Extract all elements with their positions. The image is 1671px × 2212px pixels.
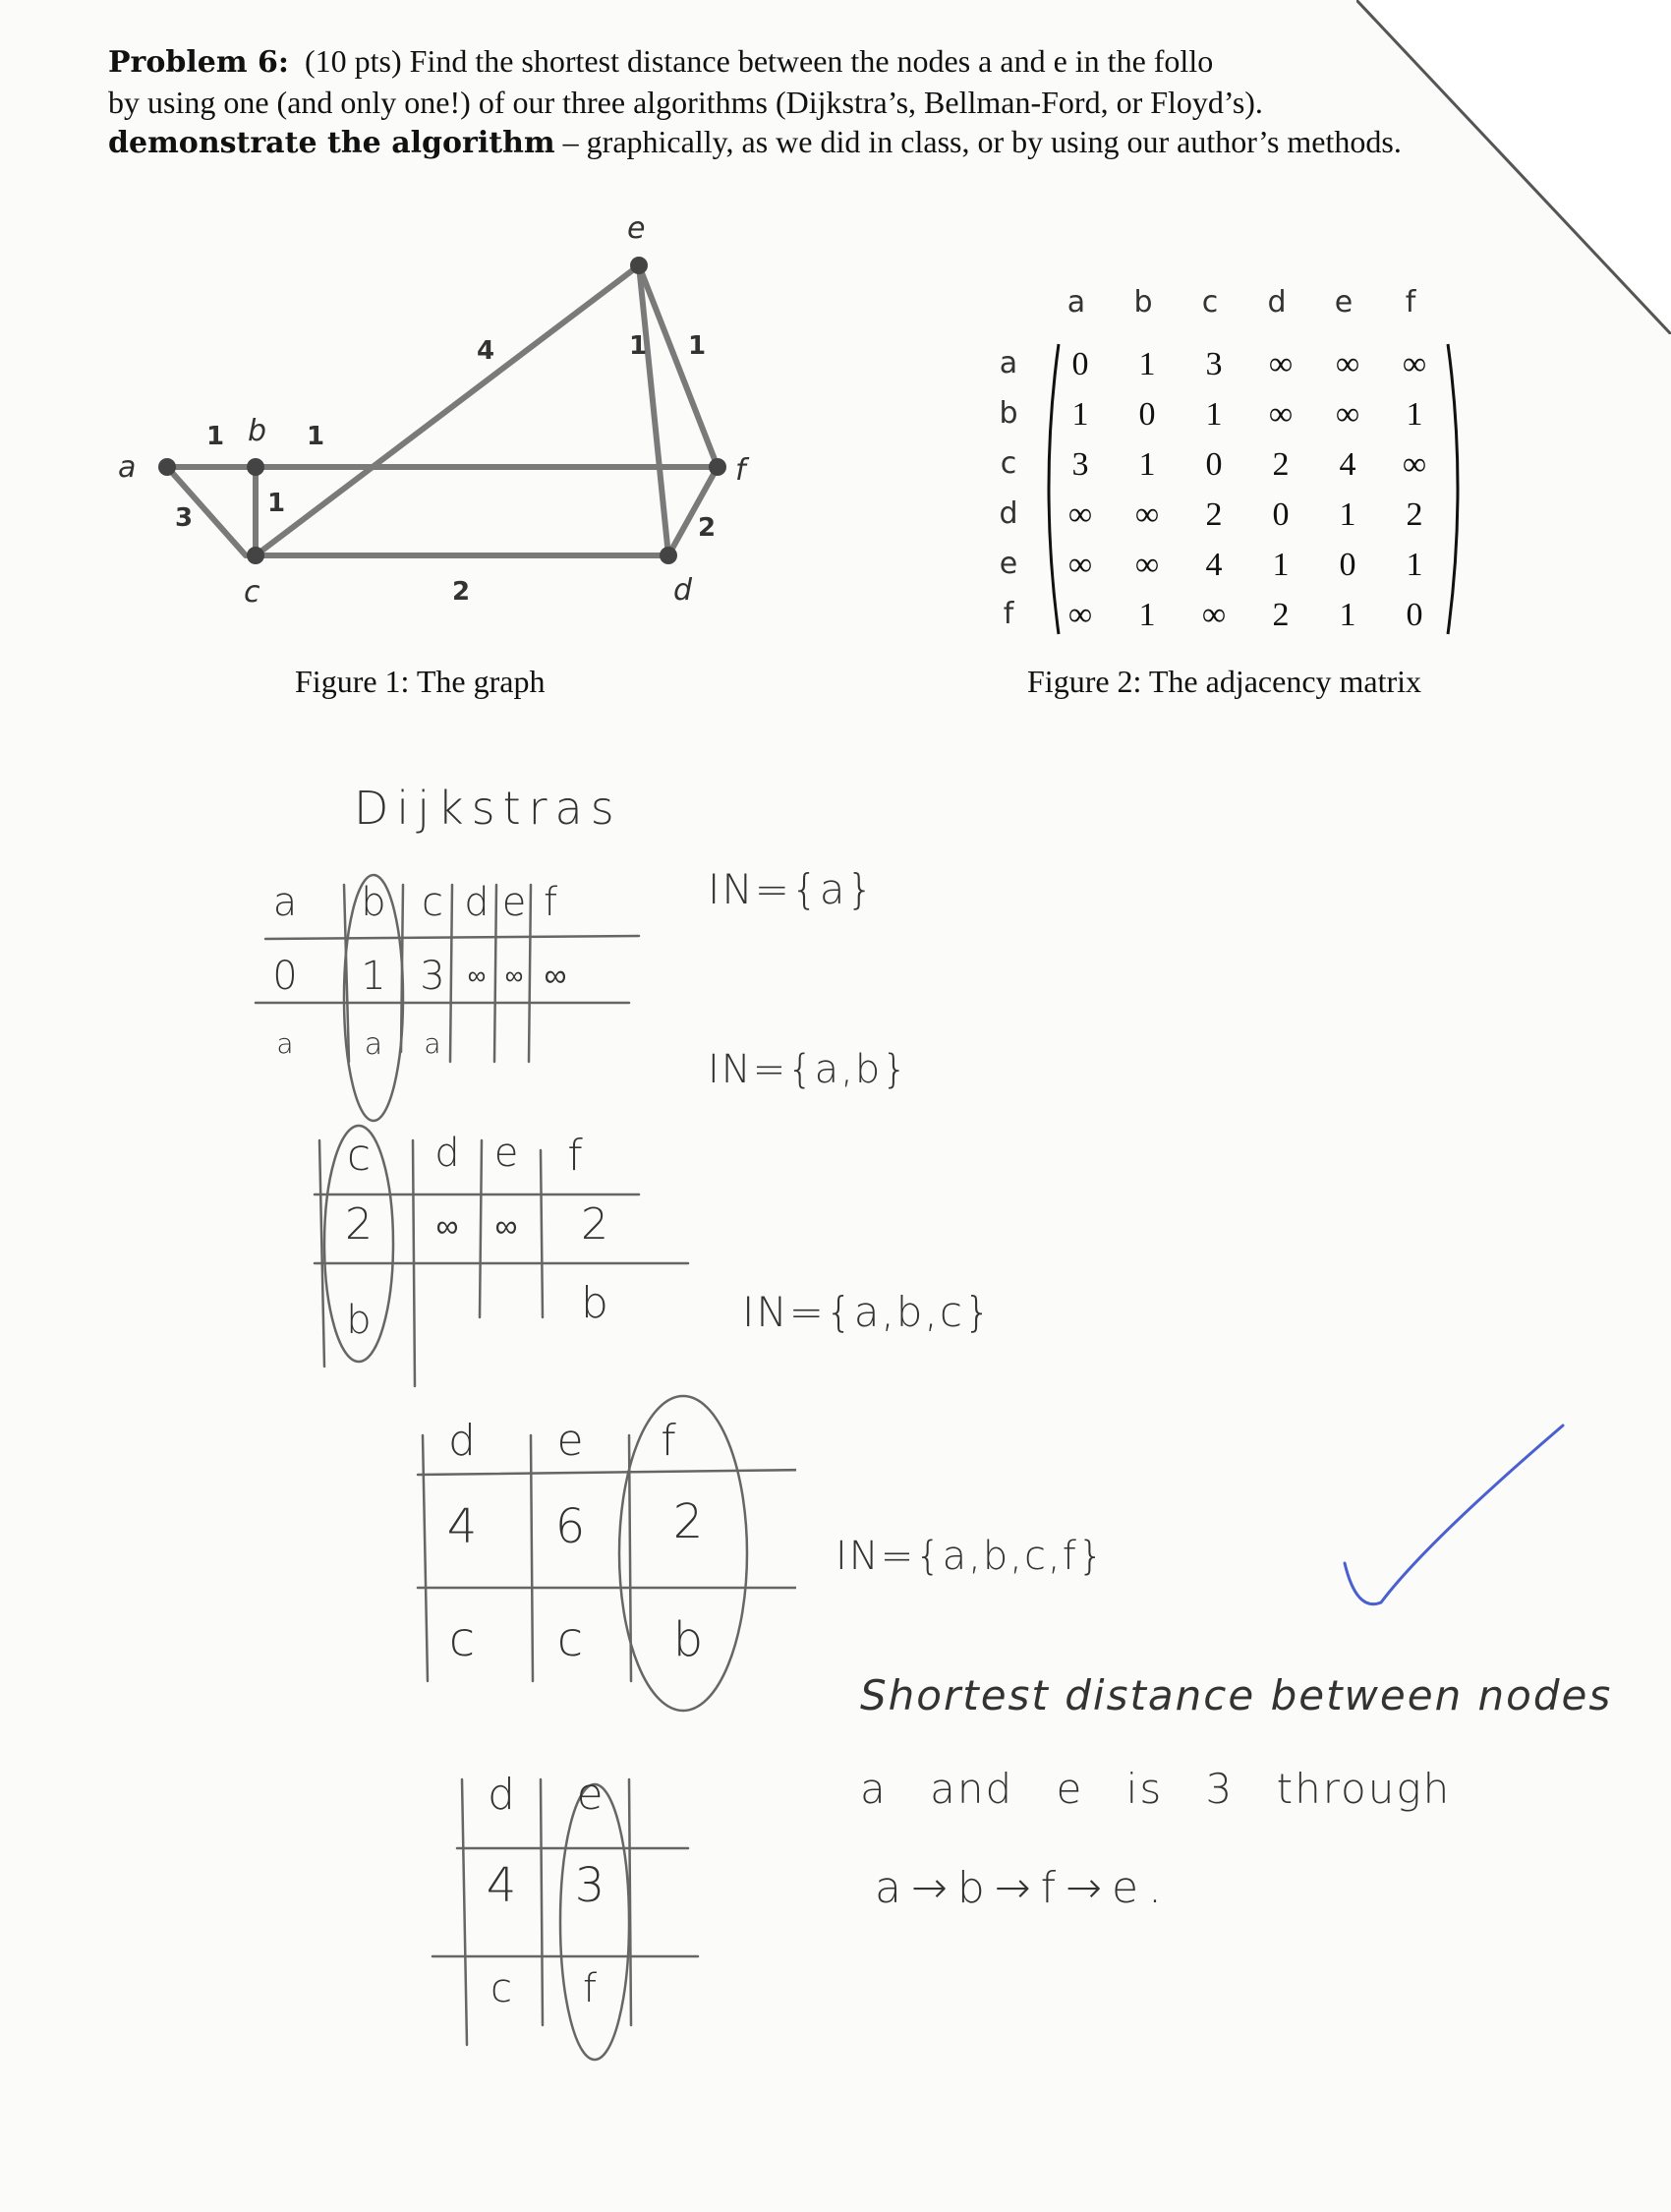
t1-h-b: b (361, 880, 386, 925)
matrix-cell: 2 (1272, 446, 1290, 483)
matrix-col-d: d (1267, 285, 1287, 320)
matrix-cell: ∞ (1201, 597, 1227, 633)
matrix-cell: ∞ (1335, 396, 1360, 433)
matrix-cell: ∞ (1335, 346, 1360, 382)
node-label-a: a (118, 450, 137, 485)
t2-h-c: c (346, 1131, 372, 1181)
matrix-cell: 0 (1138, 396, 1156, 433)
matrix-cell: 1 (1406, 547, 1423, 583)
t4-d-d: 4 (486, 1858, 517, 1913)
problem-line-2: by using one (and only one!) of our three algorithms (Dijkstra’s, Bellman-Ford, or Floyd’s). (108, 85, 1263, 120)
node-c (247, 547, 264, 564)
matrix-row-f: f (1003, 597, 1014, 631)
matrix-row-b: b (999, 396, 1018, 431)
matrix-cell: ∞ (1268, 396, 1294, 433)
edge-label-ac: 3 (175, 503, 194, 533)
folded-corner (1356, 0, 1671, 334)
t4-h-e: e (576, 1770, 604, 1820)
t1-d-b: 1 (361, 954, 386, 999)
in-set-4: IN={a,b,c,f} (836, 1534, 1106, 1579)
checkmark-icon (1337, 1416, 1573, 1632)
t1-h-e: e (501, 880, 527, 925)
t3-d-f: 2 (672, 1494, 704, 1549)
node-e (630, 257, 648, 274)
t4-h-d: d (488, 1770, 515, 1820)
t1-h-a: a (272, 880, 298, 925)
conclusion-line-3: a→b→f→e. (875, 1863, 1173, 1913)
matrix-cell: 1 (1205, 396, 1223, 433)
matrix-col-a: a (1066, 285, 1086, 320)
conclusion-line-2: a and e is 3 through (860, 1765, 1452, 1813)
circle-e (560, 1784, 629, 2060)
matrix-cell: ∞ (1134, 547, 1160, 583)
matrix-cell: 2 (1406, 496, 1423, 533)
t1-h-d: d (464, 880, 490, 925)
t3-d-d: 4 (446, 1499, 478, 1554)
matrix-cell: ∞ (1134, 496, 1160, 533)
matrix-col-b: b (1133, 285, 1153, 320)
t2-p-c: b (346, 1298, 372, 1343)
t3-h-d: d (448, 1416, 476, 1466)
t4-p-d: c (490, 1966, 512, 2011)
node-label-b: b (248, 414, 267, 448)
matrix-row-a: a (999, 346, 1018, 380)
matrix-cell: ∞ (1402, 346, 1427, 382)
conclusion-line-1: Shortest distance between nodes (860, 1671, 1613, 1719)
node-label-f: f (735, 453, 746, 488)
in-set-1: IN={a} (708, 865, 876, 913)
matrix-cell: 1 (1272, 547, 1290, 583)
edge-label-ab: 1 (206, 422, 225, 451)
matrix-cell: 3 (1205, 346, 1223, 382)
t3-h-f: f (661, 1416, 676, 1466)
t3-d-e: 6 (554, 1499, 586, 1554)
node-f (709, 458, 726, 476)
t1-p-a: a (276, 1027, 294, 1060)
t1-p-c: a (424, 1027, 441, 1060)
t2-p-f: b (581, 1278, 608, 1328)
matrix-cell: 0 (1272, 496, 1290, 533)
work-title: Dijkstras (354, 782, 622, 835)
t1-d-a: 0 (272, 954, 298, 999)
matrix-cell: 4 (1205, 547, 1223, 583)
graph-figure (98, 197, 767, 629)
edge-label-ef: 1 (688, 331, 707, 361)
node-label-d: d (673, 573, 693, 608)
problem-statement (108, 41, 1484, 163)
matrix-cell: 0 (1205, 446, 1223, 483)
matrix-cell: ∞ (1067, 597, 1093, 633)
t4-p-e: f (582, 1966, 598, 2011)
matrix-cell: ∞ (1067, 547, 1093, 583)
edge-label-bc: 1 (267, 489, 286, 518)
matrix-cell: 4 (1339, 446, 1356, 483)
t1-h-f: f (543, 880, 558, 925)
matrix-cell: ∞ (1067, 496, 1093, 533)
matrix-cell: 2 (1272, 597, 1290, 633)
t4-d-e: 3 (574, 1858, 605, 1913)
t2-d-d: ∞ (435, 1207, 459, 1245)
matrix-row-d: d (999, 496, 1018, 531)
matrix-row-e: e (999, 547, 1018, 581)
t2-h-f: f (567, 1131, 583, 1181)
matrix-cell: ∞ (1402, 446, 1427, 483)
t1-d-f: ∞ (544, 957, 567, 994)
matrix-cell: 0 (1071, 346, 1089, 382)
matrix-cell: 1 (1138, 446, 1156, 483)
t2-h-e: e (493, 1131, 519, 1176)
t1-p-b: a (364, 1027, 383, 1062)
t3-p-e: c (556, 1612, 584, 1667)
edge-label-cd: 2 (452, 577, 471, 607)
node-label-e: e (627, 211, 646, 246)
matrix-cell: 1 (1406, 396, 1423, 433)
edge-label-ce: 4 (477, 336, 495, 366)
t1-d-c: 3 (420, 954, 445, 999)
t2-h-d: d (434, 1131, 460, 1176)
node-b (247, 458, 264, 476)
t3-h-e: e (556, 1416, 584, 1466)
problem-label: Problem 6: (108, 45, 289, 80)
t1-h-c: c (422, 880, 443, 925)
node-a (158, 458, 176, 476)
node-label-c: c (244, 575, 260, 610)
matrix-cell: 0 (1406, 597, 1423, 633)
edge-label-bf: 1 (307, 422, 325, 451)
matrix-cell: 1 (1339, 496, 1356, 533)
edge-c-e (256, 265, 639, 555)
matrix-cell: 2 (1205, 496, 1223, 533)
matrix-cell: ∞ (1268, 346, 1294, 382)
figure1-caption: Figure 1: The graph (295, 664, 546, 699)
matrix-cell: 1 (1138, 346, 1156, 382)
matrix-row-c: c (1000, 446, 1017, 481)
t2-d-f: 2 (581, 1199, 608, 1250)
edge-label-ed: 1 (629, 331, 648, 361)
t3-p-d: c (448, 1612, 476, 1667)
in-set-2: IN={a,b} (708, 1047, 909, 1092)
problem-line-1: (10 pts) Find the shortest distance between the nodes a and e in the follo (304, 43, 1214, 79)
t1-d-d: ∞ (467, 961, 487, 991)
edge-label-fd: 2 (698, 513, 717, 543)
t3-p-f: b (672, 1612, 704, 1667)
figure2-caption: Figure 2: The adjacency matrix (1027, 664, 1422, 699)
matrix-col-c: c (1201, 285, 1219, 320)
in-set-3: IN={a,b,c} (742, 1288, 993, 1336)
t2-d-c: 2 (345, 1199, 373, 1250)
problem-line-3-bold: demonstrate the algorithm (108, 126, 555, 160)
matrix-cell: 1 (1138, 597, 1156, 633)
matrix-cell: 1 (1071, 396, 1089, 433)
t2-d-e: ∞ (494, 1207, 518, 1245)
matrix-cell: 1 (1339, 597, 1356, 633)
problem-line-3-rest: – graphically, as we did in class, or by using our author’s methods. (554, 124, 1402, 159)
node-d (660, 547, 677, 564)
matrix-cell: 3 (1071, 446, 1089, 483)
matrix-cell: 0 (1339, 547, 1356, 583)
matrix-col-e: e (1334, 285, 1354, 320)
t1-d-e: ∞ (504, 961, 524, 991)
matrix-col-f: f (1405, 285, 1416, 320)
